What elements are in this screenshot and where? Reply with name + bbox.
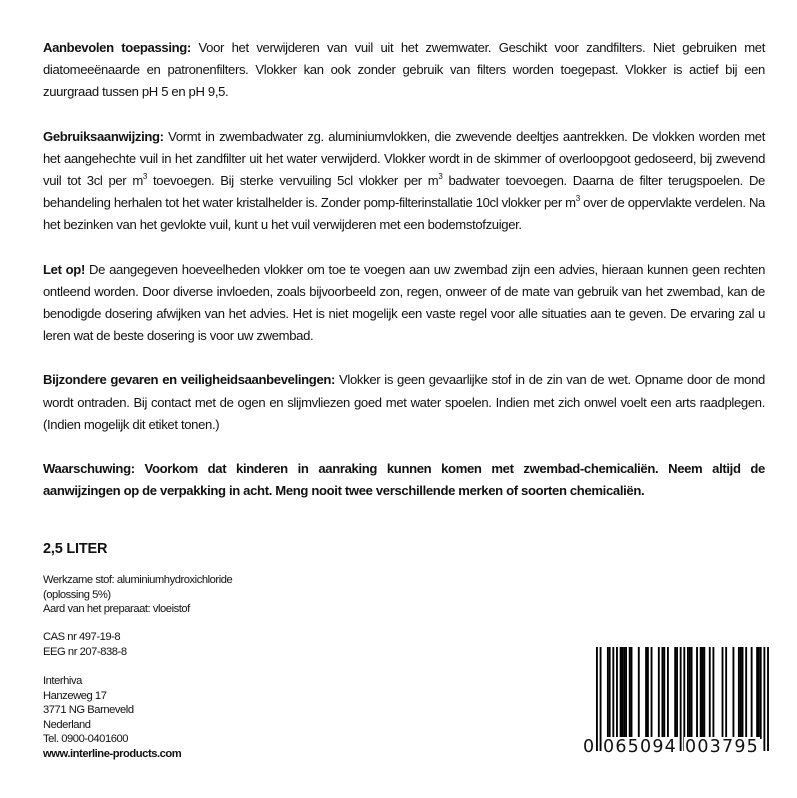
section-hazards xyxy=(43,369,765,436)
barcode-bar xyxy=(703,647,705,739)
superscript: 3 xyxy=(142,171,147,181)
barcode-bar xyxy=(663,647,665,739)
barcode-bar xyxy=(620,647,622,739)
company-phone: Tel. 0900-0401600 xyxy=(43,733,129,745)
barcode-bar xyxy=(638,647,640,739)
barcode-digits xyxy=(582,737,770,763)
preparation-type: Aard van het preparaat: vloeistof xyxy=(43,603,190,615)
section-body: over de oppervlakte verdelen. Na het bezinken van het gevlokte vuil, kunt u het vuil verwijderen met een bodemstofzuiger. xyxy=(43,195,765,233)
section-body: Vormt in zwembadwater zg. aluminiumvlokken, die zwevende deeltjes aantrekken. De vlokken worden met het aangehechte vuil in het zandfilter uit het water verwijderd. Vlokker wordt in de skimmer of overloopgoot gedoseerd, bij zwevend vuil tot 3cl per m xyxy=(43,128,765,189)
eeg-number: EEG nr 207-838-8 xyxy=(43,645,127,658)
section-body: Vlokker is geen gevaarlijke stof in de zin van de wet. Opname door de mond wordt ontraden. Bij contact met de ogen en slijmvliezen goed met water spoelen. Indien met zich onwel voelt een arts raadplegen. (Indien mogelijk dit etiket tonen.) xyxy=(43,372,765,432)
barcode-bar xyxy=(629,647,631,739)
barcode-bar xyxy=(696,647,698,739)
section-recommended-use xyxy=(43,37,765,104)
barcode-bar xyxy=(733,647,735,739)
barcode-bar xyxy=(687,647,689,739)
barcode-bar xyxy=(738,647,740,739)
barcode-bar xyxy=(751,647,753,739)
volume-label: 2,5 LITER xyxy=(43,541,108,557)
barcode-bar xyxy=(709,647,711,739)
barcode-bar xyxy=(600,647,602,751)
barcode-bar xyxy=(676,647,678,739)
section-instructions xyxy=(43,126,765,237)
barcode-bar xyxy=(667,647,669,739)
barcode-bar xyxy=(740,647,742,739)
company-name: Interhiva xyxy=(43,675,82,687)
section-heading: Bijzondere gevaren en veiligheidsaanbevelingen: xyxy=(43,372,336,388)
solution-strength: (oplossing 5%) xyxy=(43,588,111,601)
barcode-bar xyxy=(722,647,724,739)
barcode-bar xyxy=(631,647,633,739)
barcode-bar xyxy=(596,647,598,751)
barcode-bar xyxy=(683,647,685,751)
barcode-bar xyxy=(689,647,691,739)
barcode-right-group: 003795 xyxy=(685,737,760,757)
barcode-bar xyxy=(763,647,765,751)
barcode-bar xyxy=(625,647,627,739)
barcode-bar xyxy=(691,647,693,739)
composition-block xyxy=(43,573,232,617)
section-attention xyxy=(43,259,765,348)
barcode-bar xyxy=(609,647,611,739)
section-body: Voorkom dat kinderen in aanraking kunnen komen met zwembad-chemicaliën. Neem altijd de aanwijzingen op de verpakking in acht. Meng nooit twee verschillende merken of soorten chemicaliën. xyxy=(43,461,765,499)
barcode-bar xyxy=(607,647,609,739)
barcode-bar xyxy=(651,647,653,739)
superscript: 3 xyxy=(438,171,443,181)
barcode-bar xyxy=(658,647,660,739)
section-heading: Let op! xyxy=(43,261,85,277)
section-heading: Waarschuwing: xyxy=(43,461,135,477)
superscript: 3 xyxy=(575,193,580,203)
section-heading: Aanbevolen toepassing: xyxy=(43,40,191,55)
barcode-bar xyxy=(674,647,676,739)
registration-block xyxy=(43,630,127,659)
barcode-bar xyxy=(758,647,760,739)
section-body: badwater toevoegen. Daarna de filter terugspoelen. De behandeling herhalen tot het water kristalhelder is. Zonder pomp-filterinstallatie 10cl vlokker per m xyxy=(43,173,765,211)
barcode-bar xyxy=(702,647,704,739)
barcode-bar xyxy=(612,647,614,739)
company-address xyxy=(43,674,181,761)
company-country: Nederland xyxy=(43,718,91,731)
company-street: Hanzeweg 17 xyxy=(43,689,107,702)
barcode-bar xyxy=(725,647,727,739)
barcode-bar xyxy=(745,647,747,739)
label-text xyxy=(43,37,765,502)
barcode-bar xyxy=(767,647,769,751)
section-body: toevoegen. Bij sterke vervuiling 5cl vlokker per m xyxy=(147,173,439,189)
active-substance: Werkzame stof: aluminiumhydroxichloride xyxy=(43,574,233,586)
barcode-bar xyxy=(623,647,625,739)
section-warning xyxy=(43,458,765,502)
cas-number: CAS nr 497-19-8 xyxy=(43,631,121,643)
section-heading: Gebruiksaanwijzing: xyxy=(43,128,164,144)
section-body: Voor het verwijderen van vuil uit het zwemwater. Geschikt voor zandfilters. Niet gebruiken met diatomeeënaarde en patronenfilters. Vlokker kan ook zonder gebruik van filters worden toegepast. Vlokker is actief bij een zuurgraad tussen pH 5 en pH 9,5. xyxy=(43,40,765,100)
barcode-bar xyxy=(680,647,682,751)
barcode-first-digit: 0 xyxy=(583,737,595,757)
company-city: 3771 NG Barneveld xyxy=(43,704,134,716)
barcode-bar xyxy=(712,647,714,739)
barcode-bar xyxy=(645,647,647,739)
barcode-bar xyxy=(662,647,664,739)
barcode-bar xyxy=(760,647,762,739)
barcode-bar xyxy=(742,647,744,739)
barcode-bar xyxy=(621,647,623,739)
company-website: www.interline-products.com xyxy=(43,747,182,760)
barcode-left-group: 065094 xyxy=(603,737,678,757)
barcode-bar xyxy=(616,647,618,739)
barcode-bar xyxy=(756,647,758,739)
barcode-bar xyxy=(700,647,702,739)
barcode-bar xyxy=(647,647,649,739)
section-body: De aangegeven hoeveelheden vlokker om toe te voegen aan uw zwembad zijn een advies, hieraan kunnen geen rechten ontleend worden. Door diverse invloeden, zoals bijvoorbeeld zon, regen, onweer of de mate van gebruik van het zwembad, kan de benodigde dosering afwijken van het advies. Het is niet mogelijk een vaste regel voor alle situaties aan te geven. De ervaring zal u leren wat de beste dosering is voor uw zwembad. xyxy=(43,261,766,344)
